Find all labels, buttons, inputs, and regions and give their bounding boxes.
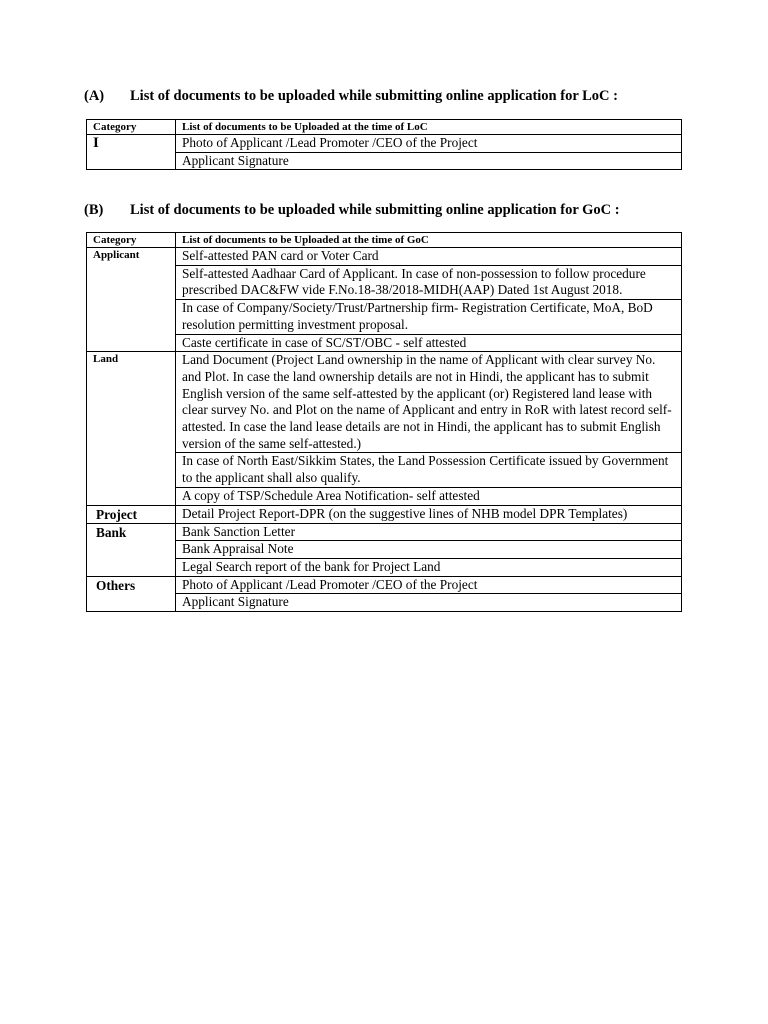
category-cell [87, 505, 176, 523]
category-cell [87, 576, 176, 611]
document-cell: In case of North East/Sikkim States, the Land Possession Certificate issued by Government to the applicant shall also qualify. [176, 453, 682, 487]
table-row [87, 558, 682, 576]
section-a-marker: (A) [84, 88, 105, 104]
category-label-applicant: Applicant [93, 249, 140, 261]
table-row [87, 265, 682, 299]
document-cell: Photo of Applicant /Lead Promoter /CEO of the Project [176, 135, 682, 153]
table-row [87, 135, 682, 153]
table-row [87, 505, 682, 523]
table-row [87, 334, 682, 352]
category-cell [87, 248, 176, 352]
table-row [87, 152, 682, 170]
table-row [87, 453, 682, 487]
document-cell: Detail Project Report-DPR (on the suggestive lines of NHB model DPR Templates) [176, 505, 682, 523]
header-documents: List of documents to be Uploaded at the time of GoC [176, 233, 682, 248]
document-cell: Applicant Signature [176, 152, 682, 170]
document-cell: A copy of TSP/Schedule Area Notification- self attested [176, 487, 682, 505]
category-cell [87, 135, 176, 170]
header-category: Category [87, 233, 176, 248]
table-row [87, 487, 682, 505]
table-row [87, 523, 682, 541]
header-category: Category [87, 120, 176, 135]
category-cell [87, 352, 176, 505]
document-cell: Legal Search report of the bank for Project Land [176, 558, 682, 576]
section-a-title: List of documents to be uploaded while submitting online application for LoC : [130, 88, 618, 104]
table-row [87, 594, 682, 612]
category-label: I [93, 135, 99, 151]
header-documents: List of documents to be Uploaded at the time of LoC [176, 120, 682, 135]
document-cell: Self-attested Aadhaar Card of Applicant. In case of non-possession to follow procedure prescribed DAC&FW vide F.No.18-38/2018-MIDH(AAP) Dated 1st August 2018. [176, 265, 682, 299]
table-header-row [87, 233, 682, 248]
document-cell: Self-attested PAN card or Voter Card [176, 248, 682, 266]
document-cell: Caste certificate in case of SC/ST/OBC - self attested [176, 334, 682, 352]
table-row [87, 248, 682, 266]
section-a-heading [84, 88, 618, 105]
category-label-project: Project [96, 506, 138, 522]
category-label-bank: Bank [96, 524, 127, 540]
table-row [87, 300, 682, 334]
table-row [87, 541, 682, 559]
table-header-row [87, 120, 682, 135]
section-b-heading [84, 202, 620, 219]
section-b-title: List of documents to be uploaded while submitting online application for GoC : [130, 202, 620, 218]
document-cell: In case of Company/Society/Trust/Partnership firm- Registration Certificate, MoA, BoD resolution permitting investment proposal. [176, 300, 682, 334]
document-cell: Photo of Applicant /Lead Promoter /CEO of the Project [176, 576, 682, 594]
document-cell: Bank Appraisal Note [176, 541, 682, 559]
table-row [87, 352, 682, 453]
goc-documents-table [86, 232, 682, 612]
document-cell: Bank Sanction Letter [176, 523, 682, 541]
loc-documents-table [86, 119, 682, 170]
category-label-land: Land [93, 353, 119, 366]
category-cell [87, 523, 176, 576]
section-b-marker: (B) [84, 202, 104, 218]
table-row [87, 576, 682, 594]
document-cell: Applicant Signature [176, 594, 682, 612]
document-cell: Land Document (Project Land ownership in the name of Applicant with clear survey No. and Plot. In case the land ownership details are not in Hindi, the applicant has to submit English version of the same self-attested by the applicant (or) Registered land lease with clear survey No. and Plot on the name of Applicant and entry in RoR with latest record self-attested. In case the land lease details are not in Hindi, the applicant has to submit English version of the same self-attested.) [176, 352, 682, 453]
category-label-others: Others [96, 577, 136, 593]
